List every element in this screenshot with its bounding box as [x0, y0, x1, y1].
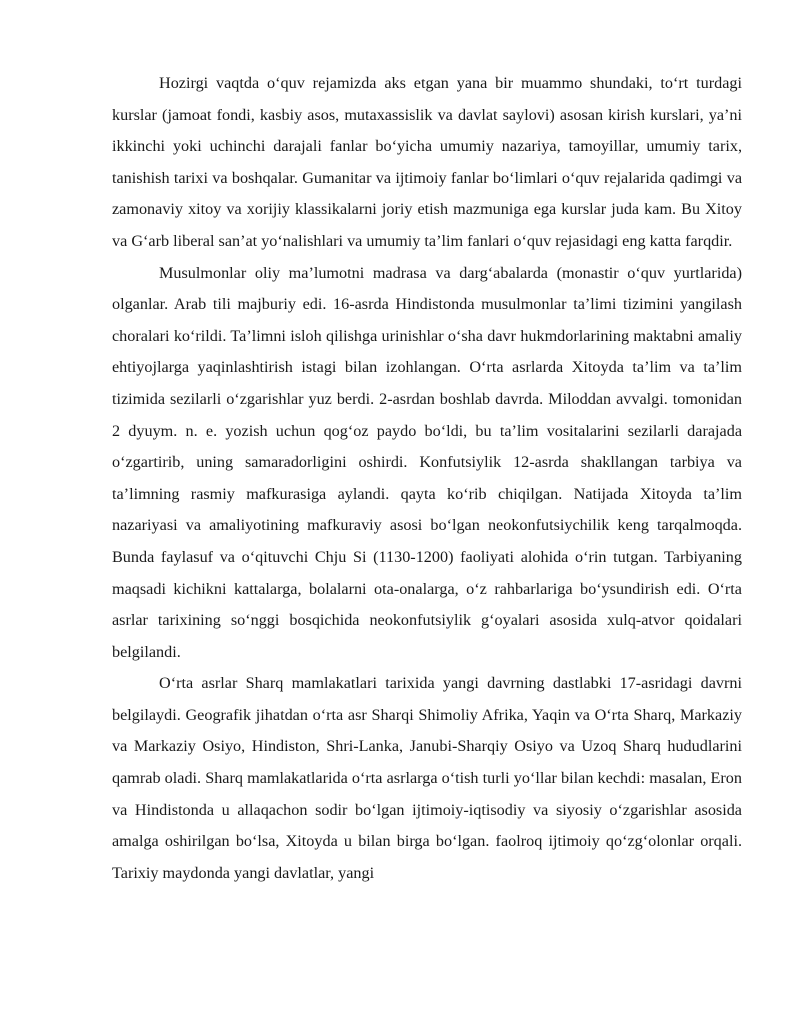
- paragraph-medieval-east: O‘rta asrlar Sharq mamlakatlari tarixida yangi davrning dastlabki 17-asridagi davrni belgilaydi. Geografik jihatdan o‘rta asr Sharqi Shimoliy Afrika, Yaqin va O‘rta Sharq, Markaziy va Markaziy Osiyo, Hindiston, Shri-Lanka, Janubi-Sharqiy Osiyo va Uzoq Sharq hududlarini qamrab oladi. Sharq mamlakatlarida o‘rta asrlarga o‘tish turli yo‘llar bilan kechdi: masalan, Eron va Hindistonda u allaqachon sodir bo‘lgan ijtimoiy-iqtisodiy va siyosiy o‘zgarishlar asosida amalga oshirilgan bo‘lsa, Xitoyda u bilan birga bo‘lgan. faolroq ijtimoiy qo‘zg‘olonlar orqali. Tarixiy maydonda yangi davlatlar, yangi: [112, 674, 742, 882]
- paragraph-curriculum: Hozirgi vaqtda o‘quv rejamizda aks etgan yana bir muammo shundaki, to‘rt turdagi kurslar (jamoat fondi, kasbiy asos, mutaxassislik va davlat saylovi) asosan kirish kurslari, ya’ni ikkinchi yoki uchinchi darajali fanlar bo‘yicha umumiy nazariya, tamoyillar, umumiy tarix, tanishish tarixi va boshqalar. Gumanitar va ijtimoiy fanlar bo‘limlari o‘quv rejalarida qadimgi va zamonaviy xitoy va xorijiy klassikalarni joriy etish mazmuniga ega kurslar juda kam. Bu Xitoy va G‘arb liberal san’at yo‘nalishlari va umumiy ta’lim fanlari o‘quv rejasidagi eng katta farqdir.: [112, 74, 742, 250]
- paragraph-muslim-education: Musulmonlar oliy ma’lumotni madrasa va darg‘abalarda (monastir o‘quv yurtlarida) olganlar. Arab tili majburiy edi. 16-asrda Hindistonda musulmonlar ta’limi tizimini yangilash choralari ko‘rildi. Ta’limni isloh qilishga urinishlar o‘sha davr hukmdorlarining maktabni amaliy ehtiyojlarga yaqinlashtirish istagi bilan izohlangan. O‘rta asrlarda Xitoyda ta’lim va ta’lim tizimida sezilarli o‘zgarishlar yuz berdi. 2-asrdan boshlab davrda. Miloddan avvalgi. tomonidan 2 dyuym. n. e. yozish uchun qog‘oz paydo bo‘ldi, bu ta’lim vositalarini sezilarli darajada o‘zgartirib, uning samaradorligini oshirdi. Konfutsiylik 12-asrda shakllangan tarbiya va ta’limning rasmiy mafkurasiga aylandi. qayta ko‘rib chiqilgan. Natijada Xitoyda ta’lim nazariyasi va amaliyotining mafkuraviy asosi bo‘lgan neokonfutsiychilik keng tarqalmoqda. Bunda faylasuf va o‘qituvchi Chju Si (1130-1200) faoliyati alohida o‘rin tutgan. Tarbiyaning maqsadi kichikni kattalarga, bolalarni ota-onalarga, o‘z rahbarlariga bo‘ysundirish edi. O‘rta asrlar tarixining so‘nggi bosqichida neokonfutsiylik g‘oyalari asosida xulq-atvor qoidalari belgilandi.: [112, 263, 742, 661]
- document-page: [112, 68, 742, 889]
